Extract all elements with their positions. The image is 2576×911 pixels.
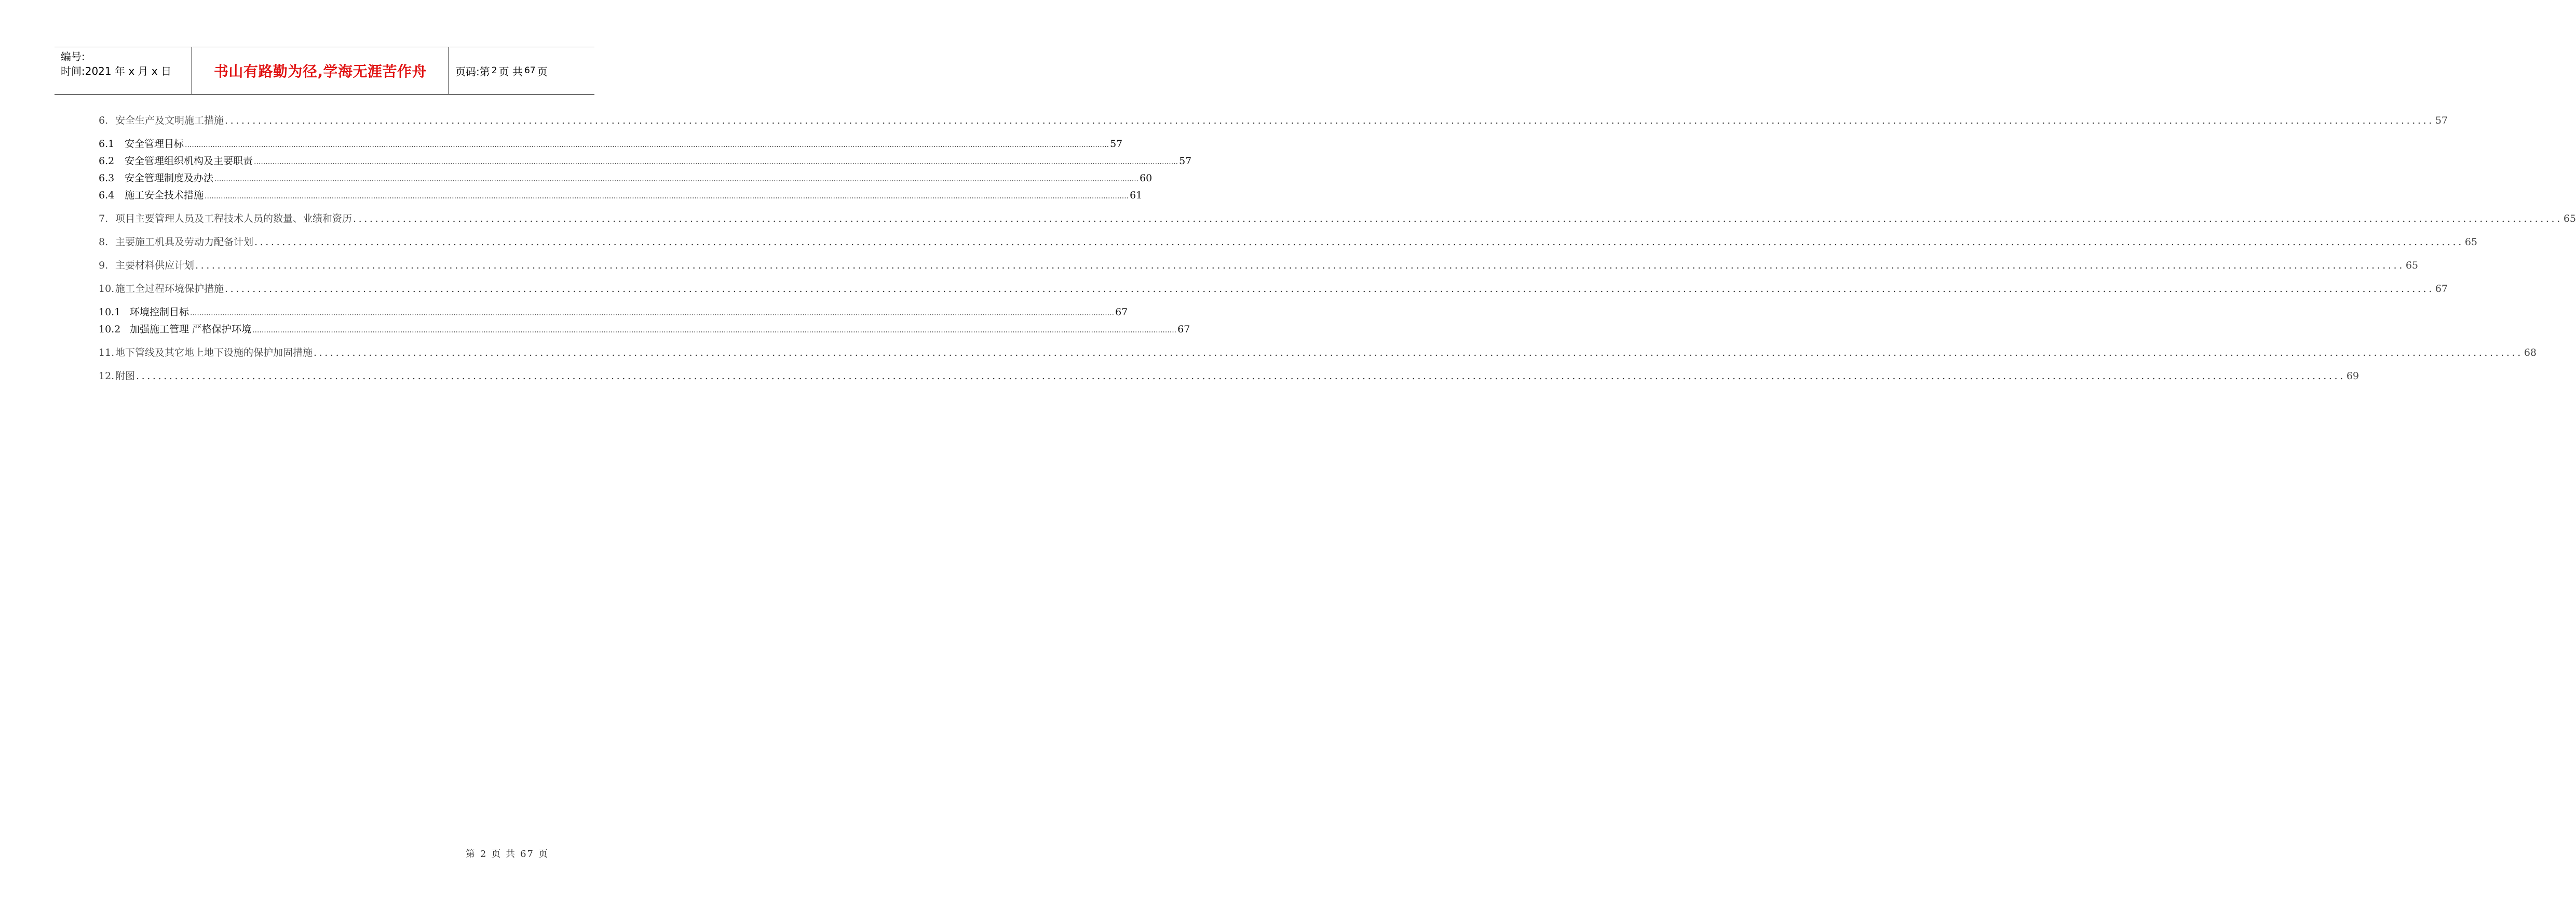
toc-dot-leader: ................................................................................................................................................................................................................................................................................................................................................................................................................ — [190, 309, 1115, 317]
header-page-total: 67 — [524, 65, 536, 76]
toc-dot-leader: ................................................................................................................................................................................................................................................................................................................................................................................................................ — [353, 213, 2563, 224]
toc-entry-number: 6.1 — [99, 138, 115, 150]
footer-prefix: 第 — [465, 849, 476, 860]
toc-entry-page: 65 — [2405, 260, 2419, 271]
toc-entry[interactable] — [99, 136, 1123, 153]
toc-entry-page: 57 — [1110, 138, 1123, 150]
toc-dot-leader: ................................................................................................................................................................................................................................................................................................................................................................................................................ — [214, 175, 1139, 183]
footer-mid: 页 共 — [491, 849, 517, 860]
page-header — [55, 47, 594, 95]
toc-entry-title: 安全管理组织机构及主要职责 — [125, 155, 253, 167]
toc-dot-leader: ................................................................................................................................................................................................................................................................................................................................................................................................................ — [185, 141, 1109, 149]
toc-entry[interactable] — [99, 109, 2448, 132]
toc-entry-number: 6.2 — [99, 155, 115, 167]
toc-entry[interactable] — [99, 231, 2478, 254]
toc-entry-title: 施工全过程环境保护措施 — [115, 283, 224, 294]
toc-dot-leader: ................................................................................................................................................................................................................................................................................................................................................................................................................ — [225, 283, 2434, 294]
toc-entry-number: 10. — [99, 283, 115, 294]
toc-entry-page: 69 — [2346, 370, 2360, 382]
header-motto: 书山有路勤为径,学海无涯苦作舟 — [213, 63, 427, 80]
toc-entry-title: 安全管理目标 — [125, 138, 184, 150]
toc-entry-title: 加强施工管理 严格保护环境 — [130, 324, 252, 335]
toc-entry-number: 8. — [99, 236, 109, 248]
toc-entry-page: 67 — [1115, 306, 1128, 318]
toc-entry-number: 11. — [99, 347, 115, 358]
table-of-contents — [99, 109, 2576, 388]
toc-entry-page: 57 — [1179, 155, 1192, 167]
header-info-cell — [55, 47, 192, 94]
toc-entry-page: 60 — [1140, 172, 1153, 184]
toc-entry-title: 主要施工机具及劳动力配备计划 — [115, 236, 254, 248]
toc-entry[interactable] — [99, 170, 1153, 187]
header-page-cell — [449, 47, 594, 94]
toc-entry-title: 附图 — [115, 370, 135, 382]
header-page-mid: 页 共 — [498, 65, 523, 78]
toc-entry-page: 65 — [2563, 213, 2576, 224]
toc-dot-leader: ................................................................................................................................................................................................................................................................................................................................................................................................................ — [254, 236, 2464, 248]
toc-entry-number: 9. — [99, 260, 109, 271]
toc-dot-leader: ................................................................................................................................................................................................................................................................................................................................................................................................................ — [314, 347, 2523, 358]
toc-entry-title: 环境控制目标 — [130, 306, 189, 318]
toc-entry-number: 10.1 — [99, 306, 121, 318]
toc-entry[interactable] — [99, 187, 1143, 204]
toc-entry[interactable] — [99, 254, 2419, 277]
toc-dot-leader: ................................................................................................................................................................................................................................................................................................................................................................................................................ — [195, 260, 2405, 271]
toc-entry[interactable] — [99, 321, 1190, 338]
toc-entry-page: 65 — [2464, 236, 2478, 248]
page-footer — [464, 847, 551, 860]
toc-entry-page: 67 — [1177, 324, 1190, 335]
toc-entry-title: 项目主要管理人员及工程技术人员的数量、业绩和资历 — [115, 213, 352, 224]
toc-entry-number: 10.2 — [99, 324, 121, 335]
toc-entry-page: 68 — [2524, 347, 2537, 358]
toc-dot-leader: ................................................................................................................................................................................................................................................................................................................................................................................................................ — [205, 192, 1129, 200]
toc-entry[interactable] — [99, 277, 2448, 301]
header-page-prefix: 页码:第 — [455, 65, 490, 78]
toc-entry-number: 6.3 — [99, 172, 115, 184]
toc-entry[interactable] — [99, 153, 1192, 170]
header-motto-cell — [192, 47, 449, 94]
toc-entry-number: 7. — [99, 213, 109, 224]
toc-dot-leader: ................................................................................................................................................................................................................................................................................................................................................................................................................ — [225, 115, 2434, 126]
toc-entry-page: 61 — [1130, 190, 1143, 201]
toc-entry-number: 12. — [99, 370, 115, 382]
toc-entry-title: 主要材料供应计划 — [115, 260, 195, 271]
footer-page-current: 2 — [480, 849, 487, 860]
toc-entry-title: 安全管理制度及办法 — [125, 172, 214, 184]
document-time-label: 时间:2021 年 x 月 x 日 — [61, 65, 172, 77]
toc-entry-title: 安全生产及文明施工措施 — [115, 115, 224, 126]
toc-dot-leader: ................................................................................................................................................................................................................................................................................................................................................................................................................ — [252, 326, 1177, 334]
toc-entry-page: 57 — [2435, 115, 2448, 126]
toc-entry-title: 施工安全技术措施 — [125, 190, 204, 201]
footer-page-total: 67 — [520, 849, 534, 860]
toc-entry[interactable] — [99, 341, 2537, 365]
document-number-label: 编号: — [61, 50, 85, 63]
header-page-current: 2 — [491, 65, 497, 76]
toc-entry[interactable] — [99, 365, 2360, 388]
toc-entry-number: 6.4 — [99, 190, 115, 201]
toc-entry-title: 地下管线及其它地上地下设施的保护加固措施 — [115, 347, 313, 358]
toc-entry[interactable] — [99, 207, 2576, 231]
toc-entry-number: 6. — [99, 115, 109, 126]
toc-entry[interactable] — [99, 304, 1128, 321]
toc-entry-page: 67 — [2435, 283, 2448, 294]
footer-suffix: 页 — [538, 849, 549, 860]
header-page-suffix: 页 — [537, 65, 548, 78]
toc-dot-leader: ................................................................................................................................................................................................................................................................................................................................................................................................................ — [136, 370, 2345, 382]
toc-dot-leader: ................................................................................................................................................................................................................................................................................................................................................................................................................ — [254, 158, 1178, 166]
